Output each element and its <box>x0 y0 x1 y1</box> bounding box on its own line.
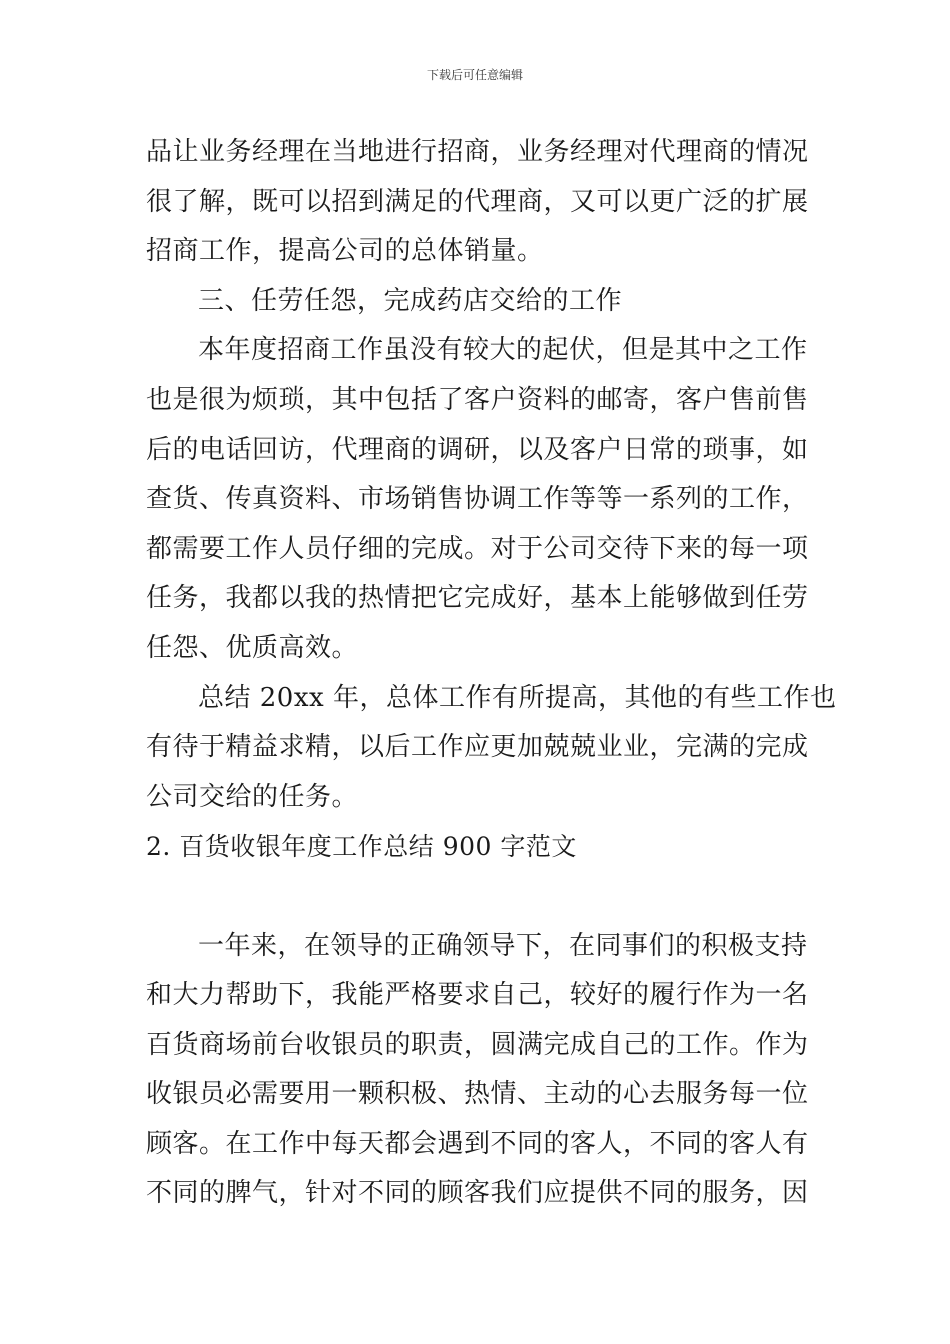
page-header-note: 下载后可任意编辑 <box>426 68 523 82</box>
text-line: 品让业务经理在当地进行招商，业务经理对代理商的情况 <box>146 137 809 167</box>
text-line: 总结 20xx 年，总体工作有所提高，其他的有些工作也 <box>198 682 837 713</box>
text-line: 有待于精益求精，以后工作应更加兢兢业业，完满的完成 <box>146 732 809 763</box>
text-line: 收银员必需要用一颗积极、热情、主动的心去服务每一位 <box>146 1079 809 1110</box>
text-line: 本年度招商工作虽没有较大的起伏，但是其中之工作 <box>198 335 808 366</box>
text-line: 也是很为烦琐，其中包括了客户资料的邮寄，客户售前售 <box>146 384 809 415</box>
text-line: 和大力帮助下，我能严格要求自己，较好的履行作为一名 <box>146 980 809 1011</box>
text-line: 公司交给的任务。 <box>146 781 359 812</box>
text-line: 一年来，在领导的正确领导下，在同事们的积极支持 <box>198 930 808 961</box>
text-line: 顾客。在工作中每天都会遇到不同的客人，不同的客人有 <box>146 1128 809 1159</box>
section-heading: 2. 百货收银年度工作总结 900 字范文 <box>146 832 577 862</box>
text-line: 都需要工作人员仔细的完成。对于公司交待下来的每一项 <box>146 533 809 564</box>
text-line: 任怨、优质高效。 <box>146 632 359 663</box>
document-body <box>146 128 837 1219</box>
text-line: 百货商场前台收银员的职责，圆满完成自己的工作。作为 <box>146 1029 809 1060</box>
blank-line <box>146 872 806 922</box>
text-line: 后的电话回访，代理商的调研，以及客户日常的琐事，如 <box>146 434 809 465</box>
text-line: 查货、传真资料、市场销售协调工作等等一系列的工作， <box>146 484 809 515</box>
text-line: 不同的脾气，针对不同的顾客我们应提供不同的服务，因 <box>146 1178 809 1209</box>
text-line: 很了解，既可以招到满足的代理商，又可以更广泛的扩展 <box>146 186 809 217</box>
text-line: 任务，我都以我的热情把它完成好，基本上能够做到任劳 <box>146 583 809 614</box>
text-line: 三、任劳任怨，完成药店交给的工作 <box>198 285 623 316</box>
text-line: 招商工作，提高公司的总体销量。 <box>146 236 544 267</box>
